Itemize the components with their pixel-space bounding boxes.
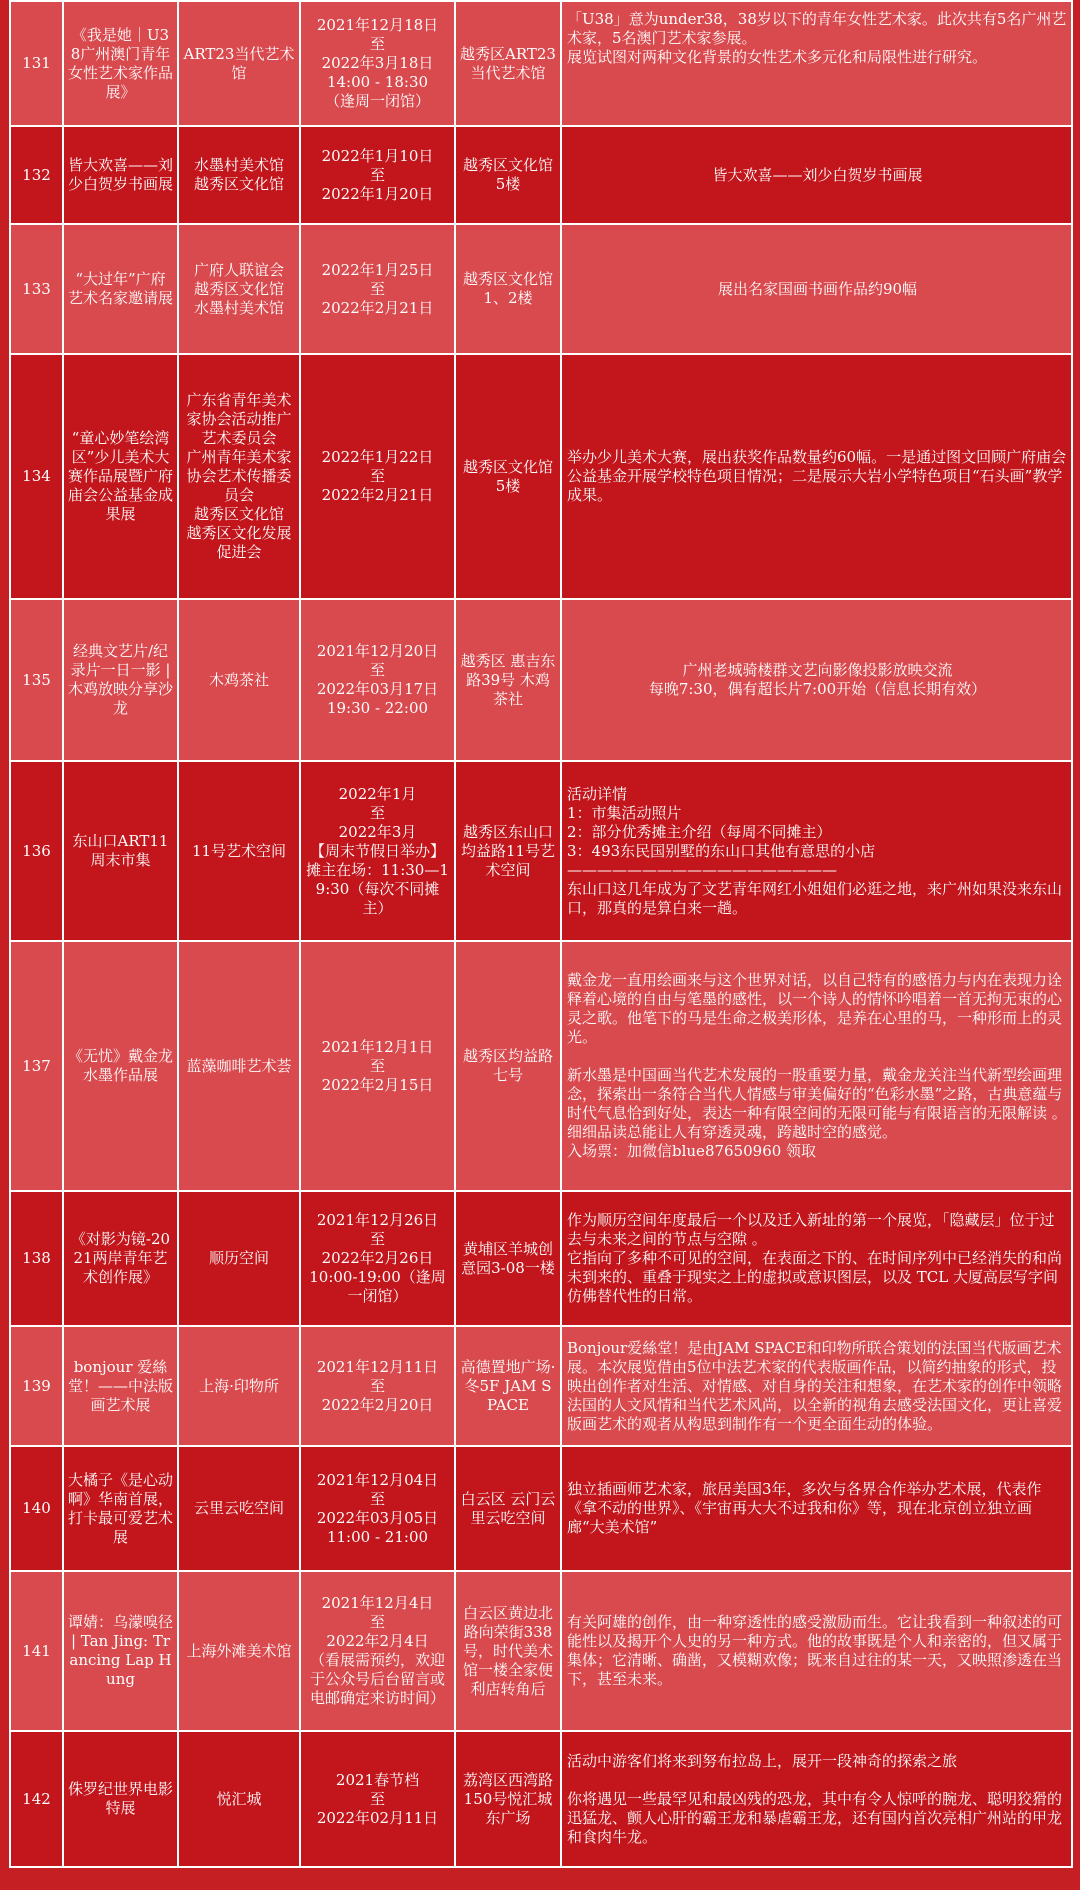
exhibition-description: 活动中游客们将来到努布拉岛上，展开一段神奇的探索之旅 你将遇见一些最罕见和最凶残的恐龙，其中有令人惊呼的腕龙、聪明狡猾的迅猛龙、颤人心肝的霸王龙和暴虐霸王龙，还有国内首次亮相广州站的甲龙和食肉牛龙。 — [561, 1731, 1072, 1867]
exhibition-address: 越秀区文化馆 1、2楼 — [455, 224, 561, 354]
exhibition-address: 越秀区文化馆5楼 — [455, 126, 561, 224]
exhibition-name: 谭婧：乌濛嗅径 | Tan Jing: Trancing Lap Hung — [63, 1571, 178, 1731]
organizer: 木鸡茶社 — [178, 599, 300, 761]
row-number: 133 — [10, 224, 63, 354]
table-row — [10, 1731, 1072, 1867]
exhibition-schedule-table — [9, 0, 1073, 1868]
exhibition-name: 东山口ART11周末市集 — [63, 761, 178, 941]
exhibition-address: 越秀区 惠吉东路39号 木鸡茶社 — [455, 599, 561, 761]
table-row — [10, 1446, 1072, 1571]
table-row — [10, 1326, 1072, 1446]
organizer: 上海·印物所 — [178, 1326, 300, 1446]
exhibition-name: 大橘子《是心动啊》华南首展，打卡最可爱艺术展 — [63, 1446, 178, 1571]
organizer: 蓝藻咖啡艺术荟 — [178, 941, 300, 1191]
exhibition-dates: 2021年12月18日 至 2022年3月18日 14:00 - 18:30 （逢周一闭馆） — [300, 1, 455, 126]
exhibition-address: 越秀区ART23当代艺术馆 — [455, 1, 561, 126]
row-number: 139 — [10, 1326, 63, 1446]
exhibition-name: 皆大欢喜——刘少白贺岁书画展 — [63, 126, 178, 224]
exhibition-dates: 2021年12月04日 至 2022年03月05日 11:00 - 21:00 — [300, 1446, 455, 1571]
organizer: 广府人联谊会 越秀区文化馆 水墨村美术馆 — [178, 224, 300, 354]
organizer: 悦汇城 — [178, 1731, 300, 1867]
exhibition-description: Bonjour爱絲堂！是由JAM SPACE和印物所联合策划的法国当代版画艺术展。本次展览借由5位中法艺术家的代表版画作品，以简约抽象的形式，投映出创作者对生活、对情感、对自身的关注和想象，在艺术家的创作中领略法国的人文风情和当代艺术风尚，以全新的视角去感受法国文化，更让喜爱版画艺术的观者从构思到制作有一个更全面生动的体验。 — [561, 1326, 1072, 1446]
exhibition-description: 「U38」意为under38，38岁以下的青年女性艺术家。此次共有5名广州艺术家，5名澳门艺术家参展。 展览试图对两种文化背景的女性艺术多元化和局限性进行研究。 — [561, 1, 1072, 126]
row-number: 134 — [10, 354, 63, 599]
table-row — [10, 1, 1072, 126]
exhibition-address: 越秀区均益路七号 — [455, 941, 561, 1191]
exhibition-name: “童心妙笔绘湾区”少儿美术大赛作品展暨广府庙会公益基金成果展 — [63, 354, 178, 599]
exhibition-dates: 2022年1月 至 2022年3月 【周末节假日举办】 摊主在场：11:30—19:30（每次不同摊主） — [300, 761, 455, 941]
organizer: 顺历空间 — [178, 1191, 300, 1326]
table-row — [10, 599, 1072, 761]
exhibition-address: 高德置地广场·冬5F JAM SPACE — [455, 1326, 561, 1446]
exhibition-name: “大过年”广府艺术名家邀请展 — [63, 224, 178, 354]
exhibition-dates: 2021年12月11日 至 2022年2月20日 — [300, 1326, 455, 1446]
row-number: 140 — [10, 1446, 63, 1571]
row-number: 132 — [10, 126, 63, 224]
table-row — [10, 941, 1072, 1191]
exhibition-description: 戴金龙一直用绘画来与这个世界对话，以自己特有的感悟力与内在表现力诠释着心境的自由与笔墨的感性，以一个诗人的情怀吟唱着一首无拘无束的心灵之歌。他笔下的马是生命之极美形体，是养在心里的马，一种形而上的灵光。 新水墨是中国画当代艺术发展的一股重要力量，戴金龙关注当代新型绘画理念，探索出一条符合当代人情感与审美偏好的“色彩水墨”之路，古典意蕴与时代气息恰到好处，表达一种有限空间的无限可能与有限语言的无限解读 。细细品读总能让人有穿透灵魂，跨越时空的感觉。 入场票：加微信blue87650960 领取 — [561, 941, 1072, 1191]
row-number: 136 — [10, 761, 63, 941]
organizer: ART23当代艺术馆 — [178, 1, 300, 126]
row-number: 137 — [10, 941, 63, 1191]
exhibition-dates: 2022年1月22日 至 2022年2月21日 — [300, 354, 455, 599]
exhibition-address: 白云区 云门云里云吃空间 — [455, 1446, 561, 1571]
exhibition-description: 作为顺历空间年度最后一个以及迁入新址的第一个展览，「隐藏层」位于过去与未来之间的节点与空隙 。 它指向了多种不可见的空间，在表面之下的、在时间序列中已经消失的和尚未到来的、重叠于现实之上的虚拟或意识图层，以及 TCL 大厦高层写字间仿佛替代性的日常。 — [561, 1191, 1072, 1326]
exhibition-name: 《我是她｜U38广州澳门青年女性艺术家作品展》 — [63, 1, 178, 126]
table-row — [10, 1191, 1072, 1326]
organizer: 上海外滩美术馆 — [178, 1571, 300, 1731]
exhibition-address: 白云区黄边北路向荣街338号，时代美术馆一楼全家便利店转角后 — [455, 1571, 561, 1731]
organizer: 水墨村美术馆 越秀区文化馆 — [178, 126, 300, 224]
exhibition-name: 《无忧》戴金龙水墨作品展 — [63, 941, 178, 1191]
table-row — [10, 354, 1072, 599]
exhibition-address: 越秀区文化馆5楼 — [455, 354, 561, 599]
exhibition-name: 《对影为镜-2021两岸青年艺术创作展》 — [63, 1191, 178, 1326]
exhibition-description: 皆大欢喜——刘少白贺岁书画展 — [561, 126, 1072, 224]
exhibition-address: 黄埔区羊城创意园3-08一楼 — [455, 1191, 561, 1326]
organizer: 广东省青年美术家协会活动推广艺术委员会 广州青年美术家协会艺术传播委员会 越秀区文化馆 越秀区文化发展促进会 — [178, 354, 300, 599]
exhibition-dates: 2021年12月20日 至 2022年03月17日 19:30 - 22:00 — [300, 599, 455, 761]
exhibition-dates: 2022年1月25日 至 2022年2月21日 — [300, 224, 455, 354]
exhibition-dates: 2021年12月26日 至 2022年2月26日 10:00-19:00（逢周一闭馆） — [300, 1191, 455, 1326]
row-number: 135 — [10, 599, 63, 761]
exhibition-description: 举办少儿美术大赛，展出获奖作品数量约60幅。一是通过图文回顾广府庙会公益基金开展学校特色项目情况；二是展示大岩小学特色项目“石头画”教学成果。 — [561, 354, 1072, 599]
exhibition-name: 侏罗纪世界电影特展 — [63, 1731, 178, 1867]
exhibition-dates: 2021春节档 至 2022年02月11日 — [300, 1731, 455, 1867]
row-number: 131 — [10, 1, 63, 126]
exhibition-dates: 2021年12月4日 至 2022年2月4日 （看展需预约，欢迎于公众号后台留言或电邮确定来访时间） — [300, 1571, 455, 1731]
exhibition-description: 有关阿雄的创作，由一种穿透性的感受激励而生。它让我看到一种叙述的可能性以及揭开个人史的另一种方式。他的故事既是个人和亲密的，但又属于集体；它清晰、确凿，又模糊欢像；既来自过往的某一天，又映照渗透在当下，甚至未来。 — [561, 1571, 1072, 1731]
exhibition-description: 广州老城骑楼群文艺向影像投影放映交流 每晚7:30，偶有超长片7:00开始（信息长期有效） — [561, 599, 1072, 761]
row-number: 142 — [10, 1731, 63, 1867]
row-number: 138 — [10, 1191, 63, 1326]
exhibition-description: 展出名家国画书画作品约90幅 — [561, 224, 1072, 354]
exhibition-name: bonjour 爱絲堂！——中法版画艺术展 — [63, 1326, 178, 1446]
row-number: 141 — [10, 1571, 63, 1731]
organizer: 云里云吃空间 — [178, 1446, 300, 1571]
table-row — [10, 224, 1072, 354]
exhibition-description: 独立插画师艺术家，旅居美国3年，多次与各界合作举办艺术展，代表作《拿不动的世界》、《宇宙再大大不过我和你》等，现在北京创立独立画廊“大美术馆” — [561, 1446, 1072, 1571]
organizer: 11号艺术空间 — [178, 761, 300, 941]
exhibition-dates: 2022年1月10日 至 2022年1月20日 — [300, 126, 455, 224]
exhibition-dates: 2021年12月1日 至 2022年2月15日 — [300, 941, 455, 1191]
table-row — [10, 126, 1072, 224]
table-row — [10, 761, 1072, 941]
exhibition-description: 活动详情 1：市集活动照片 2：部分优秀摊主介绍（每周不同摊主） 3：493东民国别墅的东山口其他有意思的小店 —————————————————— 东山口这几年成为了文艺青年网红小姐姐们必逛之地，来广州如果没来东山口，那真的是算白来一趟。 — [561, 761, 1072, 941]
exhibition-address: 荔湾区西湾路150号悦汇城东广场 — [455, 1731, 561, 1867]
exhibition-name: 经典文艺片/纪录片一日一影 | 木鸡放映分享沙龙 — [63, 599, 178, 761]
table-row — [10, 1571, 1072, 1731]
exhibition-address: 越秀区东山口均益路11号艺术空间 — [455, 761, 561, 941]
